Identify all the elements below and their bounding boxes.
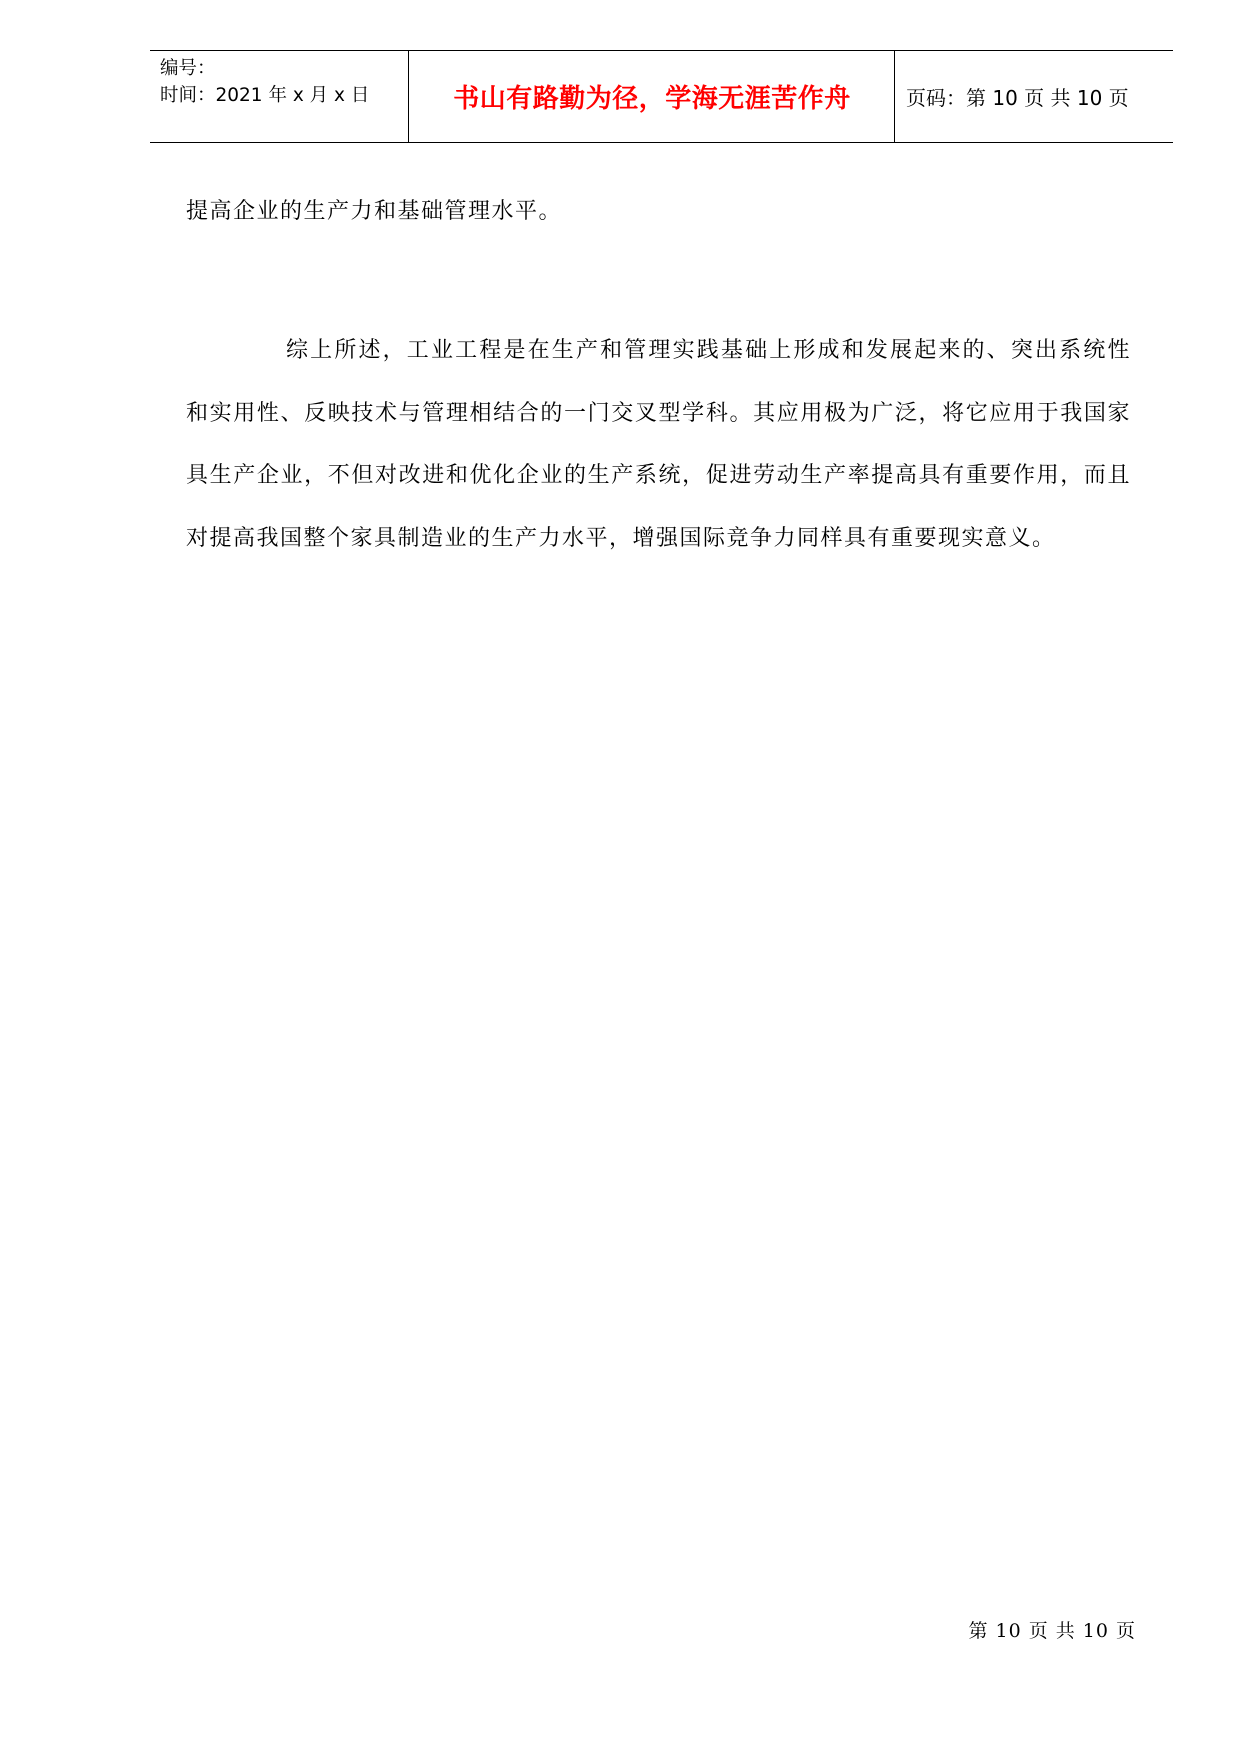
header-page-info: 页码：第 10 页 共 10 页 [906,86,1129,110]
header-divider [894,51,895,142]
body-continuation-line: 提高企业的生产力和基础管理水平。 [186,199,563,224]
document-number-label: 编号： [160,58,216,79]
body-paragraph: 综上所述，工业工程是在生产和管理实践基础上形成和发展起来的、突出系统性和实用性、反映技术与管理相结合的一门交叉型学科。其应用极为广泛，将它应用于我国家具生产企业，不但对改进和优化企业的生产系统，促进劳动生产率提高具有重要作用，而且对提高我国整个家具制造业的生产力水平，增强国际竞争力同样具有重要现实意义。 [186,338,1131,551]
header-motto: 书山有路勤为径，学海无涯苦作舟 [453,84,851,114]
header-divider [408,51,409,142]
page-header [150,50,1173,143]
page-footer-number: 第 10 页 共 10 页 [968,1620,1136,1642]
header-info [160,55,410,109]
document-date: 时间：2021 年 x 月 x 日 [160,85,370,106]
